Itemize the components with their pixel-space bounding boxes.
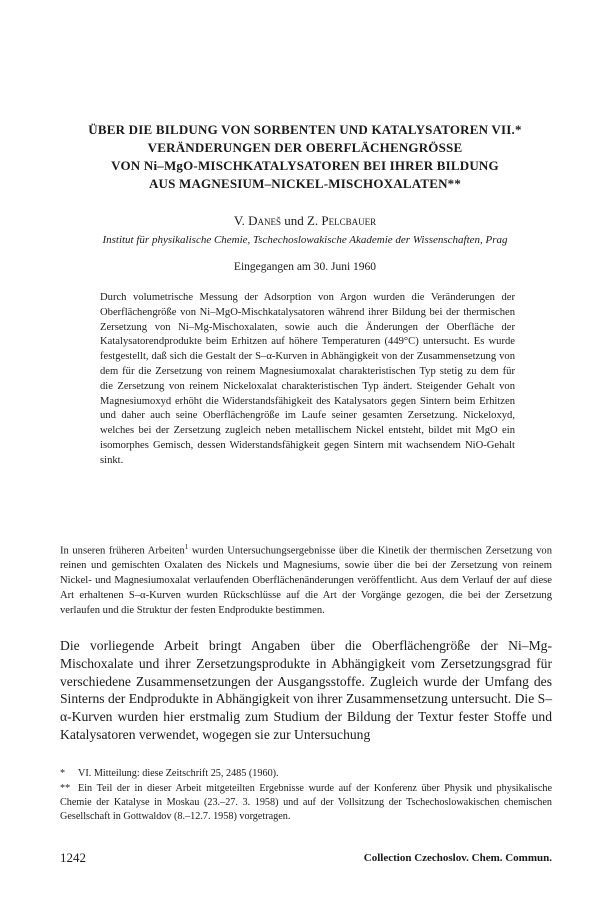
- abstract-paragraph: Durch volumetrische Messung der Adsorption von Argon wurden die Veränderungen der Oberflächengröße von Ni–MgO-Mischkatalysatoren während ihrer Bildung bei der thermischen Zersetzung von Ni–Mg-Mischoxalaten, sowie auch die Änderungen der Oberfläche der Katalysatorendprodukte beim Erhitzen auf höhere Temperaturen (449°C) untersucht. Es wurde festgestellt, daß sich die Gestalt der S–α-Kurven in Abhängigkeit von der Zusammensetzung von dem für die Zersetzung von reinem Magnesiumoxalat charakteristischen Typ stetig zu dem für die Zersetzung von reinem Nickeloxalat charakteristischen Typ ändert. Steigender Gehalt von Magnesiumoxyd erhöht die Widerstandsfähigkeit des Katalysators gegen Sintern beim Erhitzen und daher auch seine Oberflächengröße im Laufe seiner gesamten Zersetzung. Nickeloxyd, welches bei der Zersetzung zugleich neben metallischem Nickel entsteht, bildet mit MgO ein isomorphes Gemisch, dessen Widerstandsfähigkeit gegen Sintern mit wachsendem NiO-Gehalt sinkt.: [100, 292, 515, 466]
- article-title-line-1: ÜBER DIE BILDUNG VON SORBENTEN UND KATALYSATOREN VII.*: [88, 122, 522, 137]
- footnote-2: [60, 782, 552, 824]
- footnote-1: [60, 767, 552, 781]
- author-connector: und: [284, 213, 304, 228]
- article-title-line-2: VERÄNDERUNGEN DER OBERFLÄCHENGRÖSSE: [147, 140, 463, 155]
- author-first: V. Daneš: [233, 213, 281, 228]
- received-date: Eingegangen am 30. Juni 1960: [233, 261, 377, 273]
- intro-text-rest: wurden Untersuchungsergebnisse über die Kinetik der thermischen Zersetzung von reinen und gemischten Oxalaten des Nickels und Magnesiums, sowie über die bei der Zersetzung von reinem Nickel- und Magnesiumoxalat verlaufenden Oberflächenänderungen veröffentlicht. Aus dem Verlauf der auf diese Art erhaltenen S–α-Kurven wurden Rückschlüsse auf die Art der Vorgänge gezogen, die bei der Zersetzung verlaufen und die Struktur der festen Endprodukte bestimmen.: [60, 545, 552, 616]
- institute-affiliation: Institut für physikalische Chemie, Tschechoslowakische Akademie der Wissenschaften, Prag: [102, 234, 508, 246]
- author-line: [40, 213, 570, 229]
- footnote-2-mark: **: [60, 783, 71, 794]
- journal-name: Collection Czechoslov. Chem. Commun.: [363, 852, 552, 864]
- body-paragraph: Die vorliegende Arbeit bringt Angaben über die Oberflächengröße der Ni–Mg-Mischoxalate und ihrer Zersetzungsprodukte in Abhängigkeit vom Zersetzungsgrad für verschiedene Zusammensetzungen der Ausgangsstoffe. Zugleich wurde der Umfang des Sinterns der Endprodukte in Abhängigkeit von ihrer Zusammensetzung untersucht. Die S–α-Kurven wurden hier erstmalig zum Studium der Bildung der Textur fester Stoffe und Katalysatoren verwendet, wogegen sie zur Untersuchung: [60, 638, 552, 742]
- footnote-1-text: VI. Mitteilung: diese Zeitschrift 25, 2485 (1960).: [78, 768, 279, 779]
- intro-text-start: In unseren früheren Arbeiten: [60, 545, 185, 557]
- article-title-line-3: VON Ni–MgO-MISCHKATALYSATOREN BEI IHRER BILDUNG: [111, 158, 499, 173]
- reference-marker: 1: [184, 543, 189, 551]
- page-number: 1242: [60, 850, 86, 865]
- article-title-line-4: AUS MAGNESIUM–NICKEL-MISCHOXALATEN**: [148, 176, 462, 191]
- author-second: Z. Pelcbauer: [306, 213, 377, 228]
- footnote-1-mark: *: [60, 768, 66, 779]
- footnote-2-text: Ein Teil der in dieser Arbeit mitgeteilten Ergebnisse wurde auf der Konferenz über Physik und physikalische Chemie der Katalyse in Moskau (23.–27. 3. 1958) und auf der Vollsitzung der Tschechoslowakischen chemischen Gesellschaft in Gottwaldov (8.–12.7. 1958) vorgetragen.: [60, 783, 552, 822]
- intro-paragraph: [60, 540, 552, 619]
